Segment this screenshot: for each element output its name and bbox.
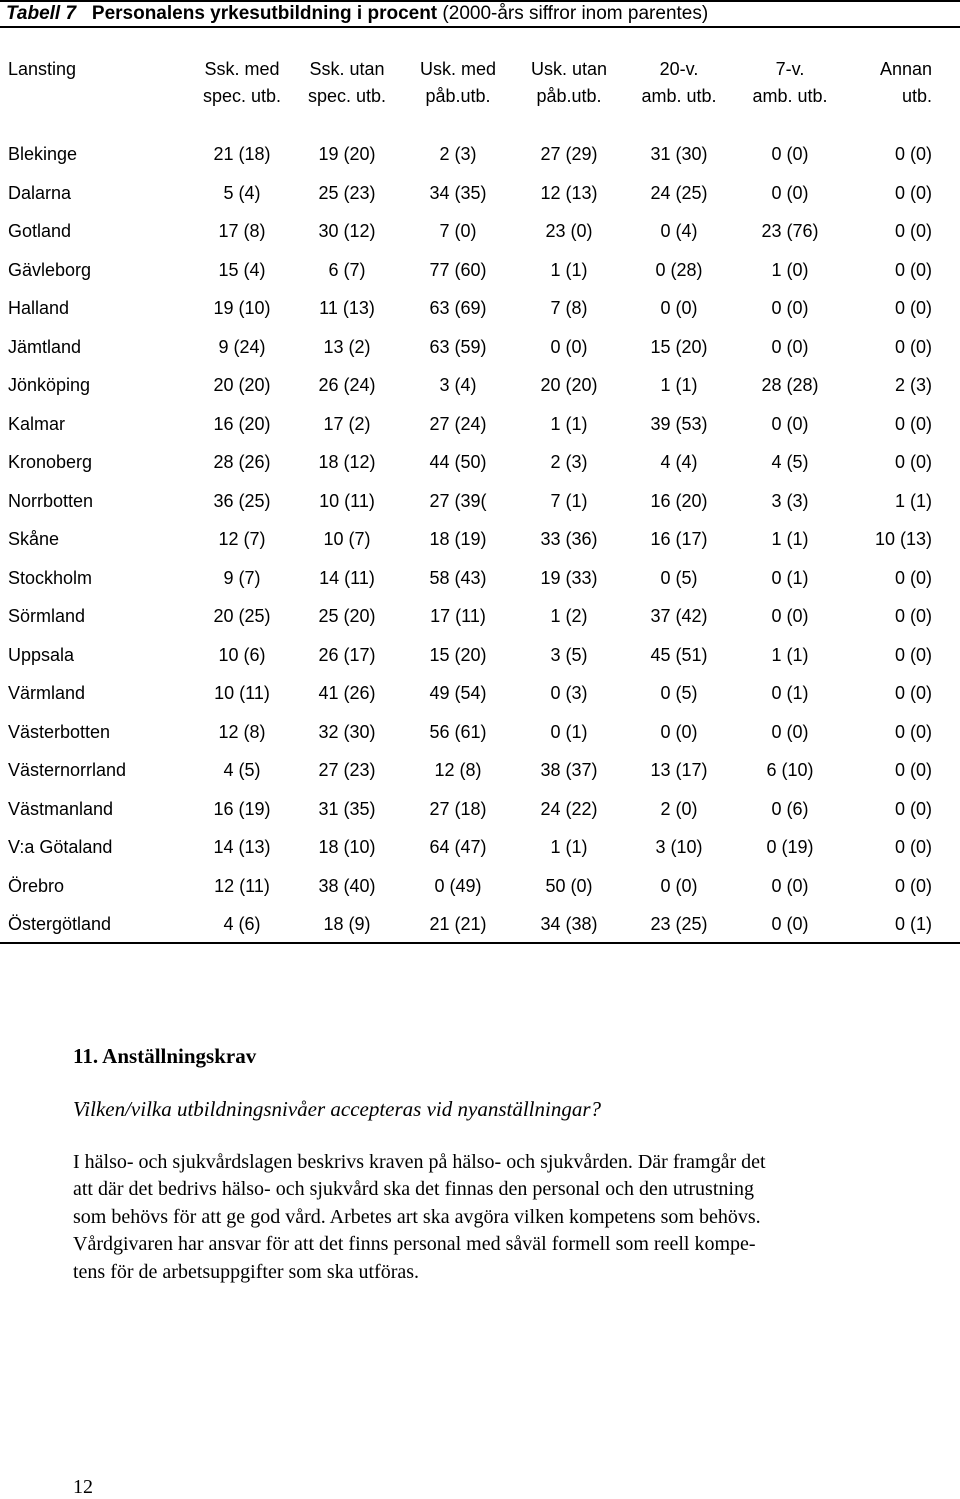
table-cell: 0 (0) — [894, 336, 932, 357]
data-table — [0, 134, 960, 944]
paragraph-line: Vårdgivaren har ansvar för att det finns personal med såväl formell som reell kompe- — [73, 1233, 756, 1256]
table-cell: 0 (0) — [894, 875, 932, 896]
table-row — [0, 174, 960, 212]
table-cell: 0 (0) — [771, 298, 809, 318]
table-cell: 0 (0) — [894, 798, 932, 819]
table-cell: 34 (38) — [540, 914, 598, 934]
table-cell: 27 (18) — [429, 798, 487, 819]
table-cell: 30 (12) — [318, 221, 376, 241]
table-cell: 31 (30) — [650, 144, 708, 164]
table-cell: 0 (1) — [771, 567, 809, 588]
table-cell: 0 (0) — [660, 298, 698, 318]
table-cell: 77 (60) — [429, 259, 487, 280]
table-row — [0, 135, 960, 173]
paragraph-line: som behövs för att ge god vård. Arbetes art ska avgöra vilken kompetens som behövs. — [73, 1205, 761, 1228]
table-cell: 6 (7) — [328, 259, 366, 280]
table-row — [0, 713, 960, 751]
table-cell: 0 (0) — [771, 144, 809, 164]
table-cell: 15 (20) — [650, 336, 708, 357]
table-cell: 12 (7) — [218, 529, 266, 549]
table-cell: 28 (28) — [761, 375, 819, 395]
table-row — [0, 636, 960, 674]
row-name: Västerbotten — [8, 721, 111, 742]
row-name: Dalarna — [8, 182, 72, 203]
table-title: Personalens yrkesutbildning i procent — [91, 3, 438, 24]
table-cell: 0 (0) — [894, 182, 932, 203]
table-cell: 39 (53) — [650, 413, 708, 434]
table-cell: 23 (25) — [650, 914, 708, 934]
table-cell: 0 (28) — [655, 259, 703, 280]
column-header: Ssk. utan spec. utb. — [307, 59, 387, 106]
table-row — [0, 328, 960, 366]
table-cell: 6 (10) — [766, 760, 814, 780]
table-cell: 50 (0) — [545, 875, 593, 896]
table-cell: 12 (8) — [218, 721, 266, 742]
paragraph-line: att där det bedrivs hälso- och sjukvård ska det finnas den personal och den utrustning — [73, 1178, 754, 1201]
column-header: Ssk. med spec. utb. — [202, 59, 282, 106]
table-cell: 19 (33) — [540, 567, 598, 588]
table-row — [0, 520, 960, 558]
table-cell: 1 (1) — [550, 837, 588, 857]
column-header: Usk. med påb.utb. — [419, 59, 497, 106]
table-cell: 23 (76) — [761, 221, 819, 241]
table-cell: 1 (1) — [550, 413, 588, 434]
table-cell: 0 (1) — [550, 721, 588, 742]
table-cell: 0 (0) — [771, 336, 809, 357]
table-cell: 56 (61) — [429, 721, 487, 742]
row-name: Uppsala — [8, 644, 75, 665]
row-name: Östergötland — [8, 914, 112, 934]
row-name: Örebro — [8, 875, 65, 896]
row-name: Skåne — [8, 529, 60, 549]
table-cell: 27 (39( — [429, 490, 487, 511]
table-cell: 10 (11) — [214, 683, 270, 703]
table-cell: 16 (17) — [650, 529, 708, 549]
table-cell: 0 (0) — [660, 721, 698, 742]
table-cell: 45 (51) — [650, 644, 708, 665]
row-name: Värmland — [8, 683, 86, 703]
table-cell: 16 (20) — [650, 490, 708, 511]
row-name: Västernorrland — [8, 760, 127, 780]
table-cell: 10 (7) — [323, 529, 371, 549]
table-cell: 37 (42) — [650, 606, 708, 626]
table-cell: 0 (0) — [894, 452, 932, 472]
table-cell: 9 (7) — [223, 567, 261, 588]
table-row — [0, 751, 960, 789]
table-cell: 24 (22) — [540, 798, 598, 819]
table-cell: 20 (20) — [213, 375, 271, 395]
table-cell: 12 (8) — [434, 760, 482, 780]
table-label: Tabell 7 — [6, 3, 77, 24]
column-header-lansting: Lansting — [8, 59, 77, 79]
table-cell: 2 (0) — [660, 798, 698, 819]
table-cell: 0 (0) — [771, 182, 809, 203]
table-row — [0, 559, 960, 597]
table-cell: 18 (10) — [318, 837, 376, 857]
table-cell: 0 (0) — [894, 413, 932, 434]
table-cell: 15 (20) — [429, 644, 487, 665]
table-cell: 0 (0) — [771, 875, 809, 896]
table-cell: 0 (0) — [771, 914, 809, 934]
table-cell: 1 (1) — [771, 529, 809, 549]
table-row — [0, 597, 960, 635]
table-cell: 58 (43) — [429, 567, 487, 588]
table-cell: 19 (10) — [213, 298, 271, 318]
table-cell: 0 (4) — [660, 221, 698, 241]
table-cell: 17 (2) — [323, 413, 371, 434]
table-cell: 26 (17) — [318, 644, 376, 665]
table-cell: 3 (10) — [655, 837, 703, 857]
table-cell: 0 (6) — [771, 798, 809, 819]
table-cell: 0 (3) — [550, 683, 588, 703]
table-cell: 0 (0) — [894, 721, 932, 742]
table-cell: 28 (26) — [213, 452, 271, 472]
table-cell: 1 (1) — [894, 490, 932, 511]
table-cell: 0 (1) — [771, 683, 809, 703]
table-row — [0, 482, 960, 520]
row-name: V:a Götaland — [8, 837, 113, 857]
table-cell: 0 (0) — [894, 644, 932, 665]
table-cell: 27 (24) — [429, 413, 487, 434]
table-cell: 23 (0) — [545, 221, 593, 241]
table-cell: 0 (5) — [660, 683, 698, 703]
column-header: Usk. utan påb.utb. — [530, 59, 608, 106]
table-cell: 0 (49) — [434, 875, 482, 896]
table-cell: 16 (19) — [213, 798, 271, 819]
table-cell: 38 (40) — [318, 875, 376, 896]
table-cell: 7 (8) — [550, 298, 588, 318]
column-header: 20-v. amb. utb. — [641, 59, 717, 106]
table-cell: 26 (24) — [318, 375, 376, 395]
table-cell: 18 (9) — [323, 914, 371, 934]
table-cell: 1 (0) — [771, 259, 809, 280]
table-cell: 16 (20) — [213, 413, 271, 434]
table-cell: 25 (23) — [318, 182, 376, 203]
table-row — [0, 405, 960, 443]
row-name: Blekinge — [8, 144, 78, 164]
table-row — [0, 366, 960, 404]
table-cell: 0 (0) — [771, 721, 809, 742]
table-cell: 18 (19) — [429, 529, 487, 549]
table-cell: 0 (0) — [894, 760, 932, 780]
table-caption — [0, 0, 960, 28]
table-cell: 25 (20) — [318, 606, 376, 626]
table-cell: 0 (0) — [894, 837, 932, 857]
row-name: Västmanland — [8, 798, 114, 819]
section-question: Vilken/vilka utbildningsnivåer accepteras vid nyanställningar? — [73, 1097, 602, 1121]
table-note: (2000-års siffror inom parentes) — [442, 3, 709, 24]
table-cell: 7 (1) — [550, 490, 588, 511]
table-cell: 1 (1) — [550, 259, 588, 280]
table-cell: 18 (12) — [318, 452, 376, 472]
table-cell: 2 (3) — [550, 452, 588, 472]
table-cell: 36 (25) — [213, 490, 271, 511]
table-cell: 4 (5) — [223, 760, 261, 780]
table-cell: 3 (5) — [550, 644, 588, 665]
table-row — [0, 251, 960, 289]
table-cell: 0 (0) — [660, 875, 698, 896]
table-cell: 64 (47) — [429, 837, 487, 857]
table-cell: 7 (0) — [439, 221, 477, 241]
table-cell: 20 (25) — [213, 606, 271, 626]
section-heading: 11. Anställningskrav — [73, 1044, 257, 1068]
table-cell: 0 (0) — [894, 259, 932, 280]
row-name: Jämtland — [8, 336, 82, 357]
table-row — [0, 212, 960, 250]
table-cell: 1 (1) — [660, 375, 698, 395]
table-cell: 0 (1) — [894, 914, 932, 934]
table-cell: 10 (6) — [218, 644, 266, 665]
row-name: Kronoberg — [8, 452, 93, 472]
table-cell: 0 (0) — [771, 606, 809, 626]
table-cell: 4 (4) — [660, 452, 698, 472]
table-cell: 15 (4) — [218, 259, 266, 280]
table-cell: 0 (0) — [894, 567, 932, 588]
page-number: 12 — [73, 1476, 93, 1498]
row-name: Kalmar — [8, 413, 66, 434]
table-cell: 0 (0) — [894, 683, 932, 703]
table-cell: 13 (2) — [323, 336, 371, 357]
table-cell: 41 (26) — [318, 683, 376, 703]
table-cell: 33 (36) — [540, 529, 598, 549]
row-name: Halland — [8, 298, 70, 318]
row-name: Norrbotten — [8, 490, 94, 511]
row-name: Gotland — [8, 221, 72, 241]
row-name: Sörmland — [8, 606, 86, 626]
table-cell: 0 (0) — [894, 144, 932, 164]
table-row — [0, 867, 960, 905]
table-cell: 10 (11) — [319, 490, 375, 511]
table-cell: 0 (5) — [660, 567, 698, 588]
table-cell: 1 (2) — [550, 606, 588, 626]
table-row — [0, 905, 960, 943]
table-row — [0, 289, 960, 327]
table-cell: 13 (17) — [650, 760, 708, 780]
table-cell: 12 (11) — [214, 875, 270, 896]
table-cell: 32 (30) — [318, 721, 376, 742]
table-cell: 21 (21) — [429, 914, 487, 934]
table-cell: 17 (11) — [430, 606, 486, 626]
row-name: Jönköping — [8, 375, 91, 395]
column-header: 7-v. amb. utb. — [752, 59, 828, 106]
table-cell: 21 (18) — [213, 144, 271, 164]
table-row — [0, 828, 960, 866]
paragraph-line: tens för de arbetsuppgifter som ska utföras. — [73, 1260, 420, 1283]
table-cell: 0 (0) — [550, 336, 588, 357]
table-cell: 17 (8) — [218, 221, 266, 241]
table-cell: 3 (4) — [439, 375, 477, 395]
table-cell: 0 (0) — [894, 221, 932, 241]
row-name: Gävleborg — [8, 259, 92, 280]
column-header: Annan utb. — [879, 59, 932, 106]
table-cell: 27 (23) — [318, 760, 376, 780]
table-cell: 0 (0) — [894, 298, 932, 318]
table-cell: 20 (20) — [540, 375, 598, 395]
section-paragraph — [73, 1149, 903, 1286]
table-cell: 38 (37) — [540, 760, 598, 780]
table-cell: 63 (59) — [429, 336, 487, 357]
table-cell: 49 (54) — [429, 683, 487, 703]
table-cell: 10 (13) — [874, 529, 932, 549]
table-cell: 12 (13) — [540, 182, 598, 203]
table-row — [0, 674, 960, 712]
table-cell: 9 (24) — [218, 336, 266, 357]
table-cell: 63 (69) — [429, 298, 487, 318]
table-row — [0, 443, 960, 481]
row-name: Stockholm — [8, 567, 93, 588]
table-cell: 4 (6) — [223, 914, 261, 934]
table-cell: 5 (4) — [223, 182, 261, 203]
table-cell: 0 (19) — [766, 837, 814, 857]
table-cell: 27 (29) — [540, 144, 598, 164]
table-cell: 24 (25) — [650, 182, 708, 203]
table-cell: 19 (20) — [318, 144, 376, 164]
table-cell: 44 (50) — [429, 452, 487, 472]
table-cell: 3 (3) — [771, 490, 809, 511]
table-row — [0, 790, 960, 828]
table-cell: 0 (0) — [771, 413, 809, 434]
table-cell: 4 (5) — [771, 452, 809, 472]
table-cell: 11 (13) — [319, 298, 375, 318]
table-cell: 1 (1) — [771, 644, 809, 665]
table-cell: 0 (0) — [894, 606, 932, 626]
table-cell: 14 (11) — [319, 567, 375, 588]
table-cell: 2 (3) — [439, 144, 477, 164]
paragraph-line: I hälso- och sjukvårdslagen beskrivs kraven på hälso- och sjukvården. Där framgår det — [73, 1151, 766, 1173]
table-cell: 34 (35) — [429, 182, 487, 203]
table-cell: 14 (13) — [213, 837, 271, 857]
table-cell: 2 (3) — [894, 375, 932, 395]
table-cell: 31 (35) — [318, 798, 376, 819]
